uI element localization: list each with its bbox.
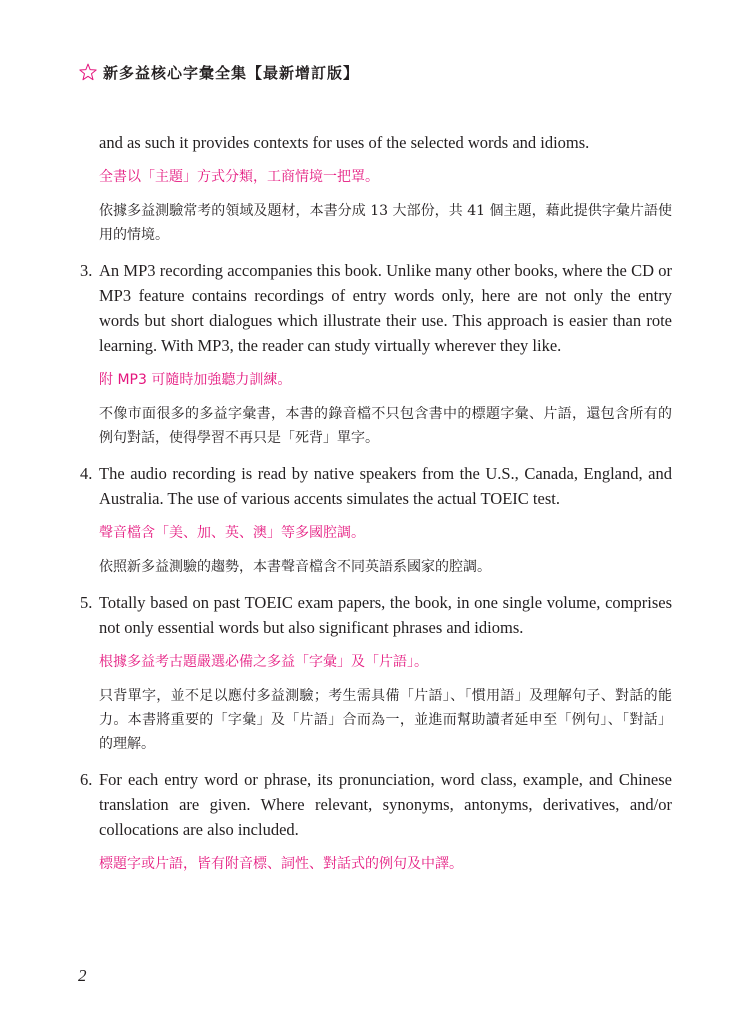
list-item-6 [80,767,672,842]
item-english-text: An MP3 recording accompanies this book. Unlike many other books, where the CD or MP3 feature contains recordings of entry words only, here are not only the entry words but short dialogues which illustrate their use. This approach is easier than rote learning. With MP3, the reader can study virtually wherever they like. [99,261,672,355]
item-highlight-text: 聲音檔含「美、加、英、澳」等多國腔調。 [99,525,365,541]
item-english-text: The audio recording is read by native speakers from the U.S., Canada, England, and Australia. The use of various accents simulates the actual TOEIC test. [99,464,672,508]
item-english-text: Totally based on past TOEIC exam papers, the book, in one single volume, comprises not only essential words but also significant phrases and idioms. [99,593,672,637]
page-content [80,130,672,886]
book-title: 新多益核心字彙全集【最新增訂版】 [103,63,360,82]
star-outline-icon [78,62,98,82]
item-highlight-text: 附 MP3 可隨時加強聽力訓練。 [99,372,292,388]
item-english-text: For each entry word or phrase, its pronunciation, word class, example, and Chinese translation are given. Where relevant, synonyms, antonyms, derivatives, and/or collocations are also included. [99,770,672,839]
intro-english-text: and as such it provides contexts for uses of the selected words and idioms. [99,133,590,152]
list-item-3 [80,258,672,358]
list-item-4 [80,461,672,511]
page-number: 2 [78,966,87,985]
item-highlight-text: 根據多益考古題嚴選必備之多益「字彙」及「片語」。 [99,654,428,670]
item-chinese-text: 依照新多益測驗的趨勢，本書聲音檔含不同英語系國家的腔調。 [99,559,491,575]
item-chinese-text: 不像市面很多的多益字彙書，本書的錄音檔不只包含書中的標題字彙、片語，還包含所有的例句對話，使得學習不再只是「死背」單字。 [99,406,672,446]
item-number: 4. [80,464,93,483]
item-chinese-text: 只背單字，並不足以應付多益測驗；考生需具備「片語」、「慣用語」及理解句子、對話的能力。本書將重要的「字彙」及「片語」合而為一，並進而幫助讀者延申至「例句」、「對話」的理解。 [99,688,672,752]
intro-chinese-text: 依據多益測驗常考的領域及題材，本書分成 13 大部份，共 41 個主題，藉此提供字彙片語使用的情境。 [99,203,672,243]
list-item-5 [80,590,672,640]
item-highlight-text: 標題字或片語，皆有附音標、詞性、對話式的例句及中譯。 [99,856,463,872]
item-number: 6. [80,770,93,789]
item-number: 3. [80,261,93,280]
intro-highlight-text: 全書以「主題」方式分類，工商情境一把罩。 [99,169,379,185]
running-header [78,60,359,84]
item-number: 5. [80,593,93,612]
